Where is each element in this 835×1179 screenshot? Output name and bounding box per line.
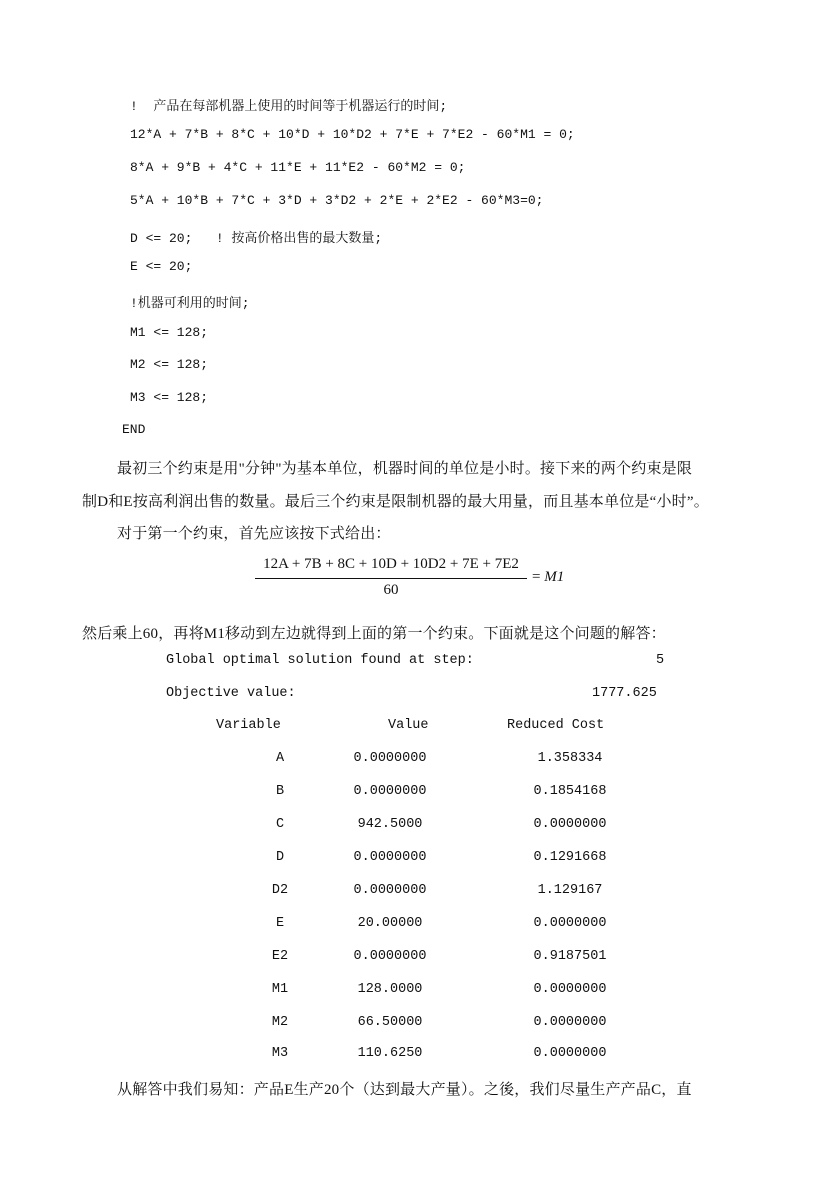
objective-label: Objective value:: [166, 686, 296, 701]
code-line: 8*A + 9*B + 4*C + 11*E + 11*E2 - 60*M2 = 0;: [130, 160, 466, 175]
cell-variable: M1: [271, 982, 289, 997]
equals-sign: =: [532, 569, 541, 585]
cell-value: 128.0000: [357, 982, 423, 997]
cell-variable: M2: [271, 1015, 289, 1030]
cell-reduced-cost: 1.358334: [537, 751, 603, 766]
code-line: M1 <= 128;: [130, 325, 209, 340]
code-line: M2 <= 128;: [130, 357, 209, 372]
code-line-end: END: [122, 422, 146, 437]
formula-denominator: 60: [383, 582, 399, 598]
cell-reduced-cost: 0.9187501: [533, 949, 607, 964]
cell-reduced-cost: 0.1854168: [533, 784, 607, 799]
step-value: 5: [656, 653, 665, 668]
cell-value: 66.50000: [357, 1015, 423, 1030]
cell-value: 0.0000000: [353, 751, 427, 766]
column-header-value: Value: [388, 718, 429, 733]
code-line: D <= 20; ! 按高价格出售的最大数量;: [130, 231, 383, 246]
cell-reduced-cost: 0.0000000: [533, 1046, 607, 1061]
formula-numerator: 12A + 7B + 8C + 10D + 10D2 + 7E + 7E2: [263, 556, 519, 572]
cell-value: 0.0000000: [353, 949, 427, 964]
code-line: ! 产品在每部机器上使用的时间等于机器运行的时间;: [130, 99, 448, 114]
cell-value: 110.6250: [357, 1046, 423, 1061]
code-line: !机器可利用的时间;: [130, 296, 250, 311]
formula-rhs: [532, 569, 564, 586]
paragraph-line: 最初三个约束是用"分钟"为基本单位，机器时间的单位是小时。接下来的两个约束是限: [117, 461, 693, 477]
cell-variable: M3: [271, 1046, 289, 1061]
cell-variable: D2: [271, 883, 289, 898]
cell-reduced-cost: 0.0000000: [533, 817, 607, 832]
cell-value: 0.0000000: [353, 784, 427, 799]
cell-variable: C: [275, 817, 285, 832]
code-line: E <= 20;: [130, 259, 193, 274]
cell-value: 0.0000000: [353, 883, 427, 898]
formula-rhs-variable: M1: [544, 569, 565, 585]
code-line: 12*A + 7*B + 8*C + 10*D + 10*D2 + 7*E + 7*E2 - 60*M1 = 0;: [130, 127, 575, 142]
formula: [255, 556, 595, 604]
fraction-bar: [255, 578, 527, 579]
cell-variable: D: [275, 850, 285, 865]
column-header-variable: Variable: [216, 718, 281, 733]
cell-reduced-cost: 0.0000000: [533, 916, 607, 931]
column-header-reduced-cost: Reduced Cost: [507, 718, 605, 733]
cell-variable: E2: [271, 949, 289, 964]
cell-value: 20.00000: [357, 916, 423, 931]
cell-value: 0.0000000: [353, 850, 427, 865]
step-label: Global optimal solution found at step:: [166, 653, 474, 668]
code-line: 5*A + 10*B + 7*C + 3*D + 3*D2 + 2*E + 2*E2 - 60*M3=0;: [130, 193, 544, 208]
cell-reduced-cost: 0.1291668: [533, 850, 607, 865]
cell-variable: A: [275, 751, 285, 766]
paragraph-line: 然后乘上60，再将M1移动到左边就得到上面的第一个约束。下面就是这个问题的解答：: [82, 626, 666, 642]
cell-reduced-cost: 0.0000000: [533, 1015, 607, 1030]
cell-reduced-cost: 1.129167: [537, 883, 603, 898]
cell-variable: E: [275, 916, 285, 931]
paragraph-line: 制D和E按高利润出售的数量。最后三个约束是限制机器的最大用量，而且基本单位是“小时”。: [82, 494, 709, 510]
cell-reduced-cost: 0.0000000: [533, 982, 607, 997]
cell-value: 942.5000: [357, 817, 423, 832]
objective-value: 1777.625: [592, 686, 657, 701]
paragraph-line: 对于第一个约束，首先应该按下式给出：: [117, 526, 391, 542]
paragraph-line: 从解答中我们易知：产品E生产20个（达到最大产量）。之後，我们尽量生产产品C，直: [117, 1082, 692, 1098]
cell-variable: B: [275, 784, 285, 799]
code-line: M3 <= 128;: [130, 390, 209, 405]
